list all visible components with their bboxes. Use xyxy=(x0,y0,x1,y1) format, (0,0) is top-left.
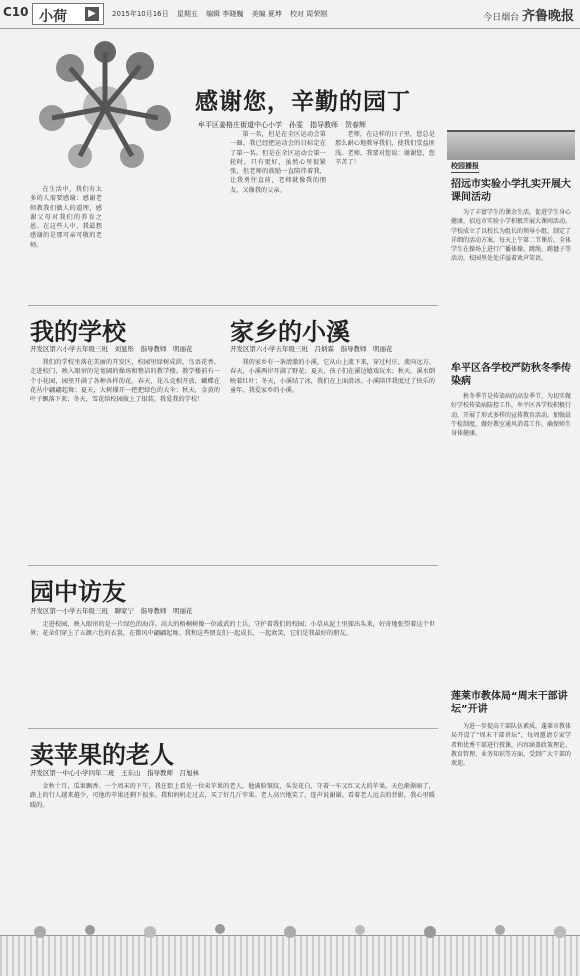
article-byline: 开发区第六小学五年级三班 刘显彤 指导教师 明丽花 xyxy=(30,345,193,353)
page-code: C10 xyxy=(3,5,29,19)
divider xyxy=(28,565,438,566)
banner-text-intro xyxy=(30,185,102,250)
paragraph: 秋冬季节是传染病的高发季节，为切实做好学校传染病防控工作，牟平区各学校积极行动，开展了形式多样的宣传教育活动，加强晨午检制度，做好教室通风消毒工作，确保师生身体健康。 xyxy=(451,393,572,438)
designer: 美编 夏坤 xyxy=(251,10,282,18)
campus-news-sidebar xyxy=(447,130,575,960)
banner-title: 感谢您，辛勤的园丁 xyxy=(195,89,411,115)
banner-text-col3 xyxy=(335,130,435,167)
article-title: 园中访友 xyxy=(30,578,126,606)
news-text xyxy=(451,208,571,264)
news-text xyxy=(451,722,571,768)
news-headline: 莲莱市教体局“周末干部讲坛”开讲 xyxy=(451,691,568,715)
proofreader: 校对 周荣刚 xyxy=(290,10,328,18)
article-title: 卖苹果的老人 xyxy=(30,741,174,769)
chevron-right-icon: ▶ xyxy=(85,7,99,21)
weekday: 星期五 xyxy=(176,10,198,18)
paragraph: 为了丰富学生的课余生活，促进学生身心健康，招远市实验小学积极开展大课间活动。学校成立了以校长为组长的领导小组，制定了详细的活动方案。每天上午第二节课后，全体学生在操场上进行广播体操、跳绳、踢毽子等活动，校园里处处洋溢着欢声笑语。 xyxy=(451,209,572,263)
news-text xyxy=(451,392,571,438)
article-byline: 开发区第一小学五年级三班 聊家宁 指导教师 明丽花 xyxy=(30,607,193,615)
paragraph: 老师，在这样的日子里，您总是那么耐心地教导我们，使我们受益匪浅。老师，我要对您说：谢谢您，您辛苦了！ xyxy=(335,131,435,166)
article-text xyxy=(30,358,220,404)
news-headline: 招远市实验小学扎实开展大课间活动 xyxy=(451,179,571,203)
paragraph: 为进一步提高干部队伍素质，蓬莱市教体局开设了“周末干部讲坛”，每周邀请专家学者和优秀干部进行授课，内容涵盖政策理论、教育管理、业务知识等方面，受到广大干部的欢迎。 xyxy=(451,723,572,768)
page-meta xyxy=(112,9,333,19)
paper-masthead xyxy=(483,5,574,24)
divider xyxy=(28,728,438,729)
paper-name: 齐鲁晚报 xyxy=(521,9,574,24)
banner-text-col2 xyxy=(230,130,326,195)
paragraph: 走进校园，映入眼帘的是一片绿色的海洋。高大的梧桐树像一位威武的士兵，守护着我们的校园；小草从泥土里探出头来，好奇地张望着这个世界；花朵们穿上了五颜六色的衣裳，在微风中翩翩起舞。我和这些朋友们一起成长，一起欢笑，它们是我最好的朋友。 xyxy=(30,621,435,638)
children-illustration xyxy=(30,38,180,173)
article-title: 家乡的小溪 xyxy=(230,318,350,346)
article-text xyxy=(230,358,435,395)
page-header xyxy=(0,0,580,29)
paragraph: 我的家乡有一条清澈的小溪，它从山上流下来，穿过村庄，流向远方。春天，小溪两岸开满了野花；夏天，孩子们在溪边嬉戏玩水；秋天，溪水倒映着红叶；冬天，小溪结了冰，我们在上面滑冰。小溪陪伴我度过了快乐的童年，我爱家乡的小溪。 xyxy=(230,359,435,394)
date: 2015年10月16日 xyxy=(112,10,169,18)
today-label: 今日烟台 xyxy=(483,13,520,23)
paragraph: 我们的学校坐落在美丽的开发区，校园里绿树成荫，鸟语花香。走进校门，映入眼帘的是宽阔的操场和整洁的教学楼。教学楼前有一个小花园，园里开满了各种各样的花。春天，花儿竞相开放，蝴蝶在花丛中翩翩起舞；夏天，大树撑开一把把绿色的大伞；秋天，金黄的叶子飘落下来；冬天，雪花给校园披上了银装。我爱我的学校！ xyxy=(30,359,220,404)
paragraph: 第一名，但是在全区运动会第一圈，我已经把运动会的目标定在了第一名。但是在全区运动会第一轮时，只有更好，虽然心里很紧张，但老师的鼓励一直陪伴着我，让我勇往直前，老师就像我的朋友，又像我的父亲。 xyxy=(230,131,326,194)
footer-decoration xyxy=(0,935,580,976)
paragraph: 在生活中，我们有太多的人需要感谢：感谢老师教我们做人的道理，感谢父母对我们的养育之恩。在这些人中，我最想感谢的是那可亲可敬的老师。 xyxy=(30,186,102,249)
divider xyxy=(28,305,438,306)
flower-border xyxy=(20,920,580,940)
paragraph: 金秋十月，瓜果飘香。一个周末的下午，我在街上看见一位卖苹果的老人，他满脸皱纹，头发花白，守着一车又红又大的苹果。天色渐渐暗了，路上的行人越来越少，可他的苹果还剩下很多。我和妈妈走过去，买了好几斤苹果。老人高兴地笑了，连声说谢谢。看着老人远去的背影，我心里暖暖的。 xyxy=(30,783,435,809)
news-headline: 牟平区各学校严防秋冬季传染病 xyxy=(451,363,571,387)
column-label: 校园播报 xyxy=(451,161,479,173)
banner-byline: 牟平区姜格庄街道中心小学 孙雯 指导教师 贺春辉 xyxy=(198,121,366,129)
editor: 编辑 李晓巍 xyxy=(206,10,244,18)
article-byline: 开发区第一中心小学四年二班 王东山 指导教师 吕旭林 xyxy=(30,769,199,777)
section-name: 小荷 xyxy=(39,9,67,25)
article-byline: 开发区第六小学五年级三班 吕炳霖 指导教师 明丽花 xyxy=(230,345,393,353)
section-box xyxy=(32,3,104,25)
article-text xyxy=(30,782,435,810)
article-text xyxy=(30,620,435,639)
sidebar-photo xyxy=(447,130,575,160)
article-title: 我的学校 xyxy=(30,318,126,346)
